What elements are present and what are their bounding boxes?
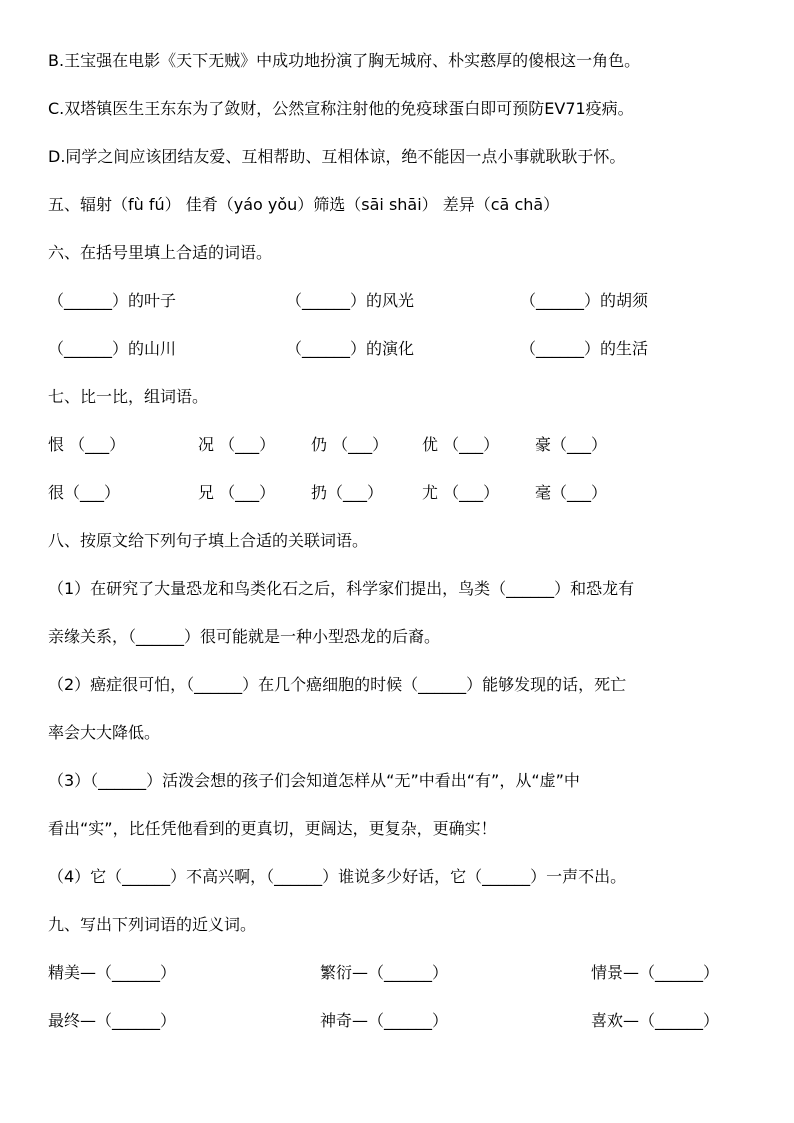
- synonym-item: 神奇—（______）: [320, 1011, 449, 1030]
- compare-word-item: 兄 （___）: [198, 483, 276, 502]
- fill-blank-item: （______）的演化: [286, 339, 415, 358]
- section-6-row-2: [48, 337, 750, 361]
- section-7-row-2: [48, 481, 750, 505]
- compare-word-item: 况 （___）: [198, 435, 276, 454]
- section-8-title: 八、按原文给下列句子填上合适的关联词语。: [48, 531, 369, 550]
- section-7-title: 七、比一比，组词语。: [48, 387, 209, 406]
- compare-word-item: 很（___）: [48, 483, 121, 502]
- option-c: C.双塔镇医生王东东为了敛财，公然宣称注射他的免疫球蛋白即可预防EV71疫病。: [48, 99, 634, 118]
- fill-blank-item: （______）的叶子: [48, 291, 177, 310]
- compare-word-item: 扔（___）: [311, 483, 384, 502]
- question-1-line-2: 亲缘关系，（______）很可能就是一种小型恐龙的后裔。: [48, 627, 441, 646]
- fill-blank-item: （______）的山川: [48, 339, 177, 358]
- question-2-line-2: 率会大大降低。: [48, 723, 161, 742]
- compare-word-item: 毫（___）: [535, 483, 608, 502]
- question-3-line-1: （3）（______）活泼会想的孩子们会知道怎样从“无”中看出“有”，从“虚”中: [48, 771, 580, 790]
- synonym-item: 精美—（______）: [48, 963, 177, 982]
- synonym-item: 繁衍—（______）: [320, 963, 449, 982]
- synonym-item: 喜欢—（______）: [591, 1011, 720, 1030]
- section-9-row-2: [48, 1009, 750, 1033]
- section-9-title: 九、写出下列词语的近义词。: [48, 915, 257, 934]
- synonym-item: 情景—（______）: [591, 963, 720, 982]
- section-5-pinyin: 五、辐射（fù fú） 佳肴（yáo yǒu）筛选（sāi shāi） 差异（cā chā）: [48, 195, 560, 214]
- compare-word-item: 恨 （___）: [48, 435, 126, 454]
- section-9-row-1: [48, 961, 750, 985]
- fill-blank-item: （______）的生活: [520, 339, 649, 358]
- compare-word-item: 仍 （___）: [311, 435, 389, 454]
- question-4: （4）它（______）不高兴啊，（______）谁说多少好话，它（______）一声不出。: [48, 867, 627, 886]
- section-6-title: 六、在括号里填上合适的词语。: [48, 243, 273, 262]
- question-2-line-1: （2）癌症很可怕，（______）在几个癌细胞的时候（______）能够发现的话，死亡: [48, 675, 627, 694]
- compare-word-item: 优 （___）: [422, 435, 500, 454]
- option-b: B.王宝强在电影《天下无贼》中成功地扮演了胸无城府、朴实憨厚的傻根这一角色。: [48, 51, 641, 70]
- synonym-item: 最终—（______）: [48, 1011, 177, 1030]
- question-1-line-1: （1）在研究了大量恐龙和鸟类化石之后，科学家们提出，鸟类（______）和恐龙有: [48, 579, 635, 598]
- fill-blank-item: （______）的胡须: [520, 291, 649, 310]
- fill-blank-item: （______）的风光: [286, 291, 415, 310]
- question-3-line-2: 看出“实”，比任凭他看到的更真切，更阔达，更复杂，更确实！: [48, 819, 497, 838]
- option-d: D.同学之间应该团结友爱、互相帮助、互相体谅，绝不能因一点小事就耿耿于怀。: [48, 147, 626, 166]
- compare-word-item: 尤 （___）: [422, 483, 500, 502]
- section-6-row-1: [48, 289, 750, 313]
- section-7-row-1: [48, 433, 750, 457]
- compare-word-item: 豪（___）: [535, 435, 608, 454]
